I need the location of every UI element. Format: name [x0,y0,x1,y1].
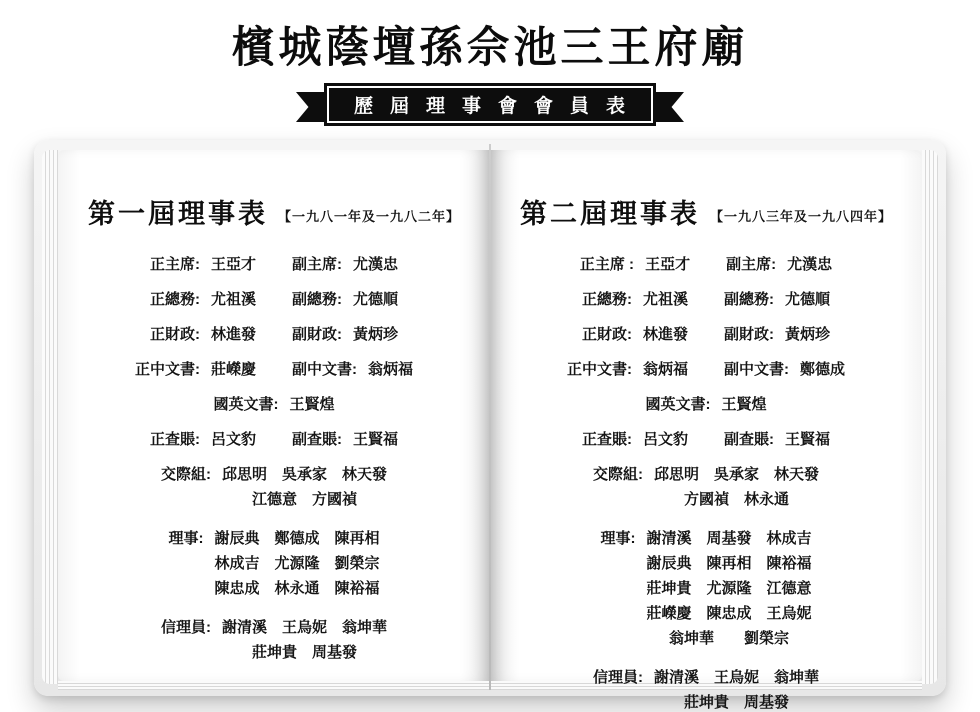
role-entry [645,393,766,414]
page-header [504,192,908,231]
banner-ribbon [324,83,656,126]
role-entry [292,253,398,274]
role-entry [724,428,830,449]
member-name: 林進發 [210,326,256,343]
member-name: 王賢煌 [289,396,335,413]
role-label: 副主席: [726,256,777,273]
committee-group-row [72,616,476,662]
temple-title: 檳城蔭壇孫佘池三王府廟 [231,24,749,72]
role-entry [292,288,398,309]
member-name: 翁炳福 [642,361,688,378]
member-name: 王賢福 [785,431,831,448]
role-entry [724,358,845,379]
member-name: 尤德順 [785,291,831,308]
role-entry [292,323,398,344]
page-right [490,150,922,711]
role-label: 正主席: [149,256,200,273]
member-name: 呂文豹 [642,431,688,448]
role-label: 副財政: [292,326,342,343]
committee-row [504,428,908,449]
role-entry [724,288,830,309]
member-name: 王賢福 [353,431,399,448]
role-label: 交際組: [592,466,643,483]
role-label: 副總務: [724,291,774,308]
book-spine-gutter [489,144,491,690]
page-stack-left [42,150,58,684]
member-name: 尤祖溪 [642,291,688,308]
role-entry [150,428,256,449]
role-label: 副主席: [292,256,342,273]
member-names-line: 莊嶸慶 陳忠成 王烏妮 [646,605,812,622]
member-name: 王賢煌 [721,396,767,413]
member-names [654,463,819,509]
member-name: 林進發 [642,326,688,343]
member-name: 鄭德成 [800,361,846,378]
role-entry [726,253,832,274]
committee-row [504,253,908,274]
role-label: 副中文書: [292,361,357,378]
member-name: 莊嶸慶 [210,361,256,378]
role-label: 正總務: [149,291,200,308]
member-name: 王亞才 [210,256,256,273]
committee-group-row [504,666,908,712]
member-name: 尤漢忠 [787,256,833,273]
member-names-line: 莊坤貴 周基發 [251,644,357,661]
member-names-line: 邱思明 吳承家 林天發 [653,466,819,483]
member-names [222,463,387,509]
role-label: 正中文書: [134,361,200,378]
banner-title: 歷屆理事會會員表 [324,83,656,126]
member-name: 翁炳福 [368,361,414,378]
committee-row [504,393,908,414]
member-names-line: 謝辰典 陳再相 陳裕福 [646,555,812,572]
page-title: 第一屆理事表 [87,199,268,229]
role-label: 信理員: [160,619,211,636]
member-name: 尤德順 [353,291,399,308]
role-label: 國英文書: [645,396,711,413]
member-names [222,616,387,662]
role-entry [150,323,256,344]
role-entry [213,393,334,414]
role-label: 副財政: [724,326,774,343]
committee-group-row [72,527,476,598]
role-label: 信理員: [592,669,643,686]
member-name: 呂文豹 [210,431,256,448]
role-label: 副查賬: [724,431,774,448]
member-names-line: 方國禎 林永通 [683,491,789,508]
member-names-line: 謝清溪 王烏妮 翁坤華 [653,669,819,686]
committee-row [72,253,476,274]
role-entry [150,253,256,274]
member-name: 尤漢忠 [353,256,399,273]
open-book [34,140,946,711]
role-entry [580,253,690,274]
member-names-line: 林成吉 尤源隆 劉榮宗 [214,555,380,572]
role-entry [582,288,688,309]
role-entry [292,358,413,379]
member-names-line: 陳忠成 林永通 陳裕福 [214,580,380,597]
role-entry [567,358,688,379]
member-names-line: 謝清溪 王烏妮 翁坤華 [221,619,387,636]
committee-row [504,323,908,344]
member-names-line: 江德意 方國禎 [251,491,357,508]
committee-row [72,428,476,449]
member-names [646,527,811,648]
committee-group-row [504,463,908,509]
member-names-line: 翁坤華 劉榮宗 [668,630,789,647]
member-names [654,666,819,712]
member-names-line: 謝辰典 鄭德成 陳再相 [214,530,380,547]
page-title: 第二屆理事表 [519,199,700,229]
committee-row [72,358,476,379]
role-label: 副總務: [292,291,342,308]
role-label: 正財政: [149,326,200,343]
page-years: 【一九八一年及一九八二年】 [277,209,460,224]
committee-group-row [72,463,476,509]
member-name: 黃炳珍 [785,326,831,343]
committee-rows [72,253,476,662]
member-names-line: 莊坤貴 尤源隆 江德意 [646,580,812,597]
member-name: 王亞才 [645,256,691,273]
committee-rows [504,253,908,712]
member-name: 尤祖溪 [210,291,256,308]
role-label: 副查賬: [292,431,342,448]
role-label: 正總務: [581,291,632,308]
member-names-line: 莊坤貴 周基發 [683,694,789,711]
role-entry [150,288,256,309]
member-names [214,527,379,598]
role-label: 國英文書: [213,396,279,413]
page-years: 【一九八三年及一九八四年】 [709,209,892,224]
role-label: 理事: [600,530,636,547]
role-entry [724,323,830,344]
role-label: 理事: [168,530,204,547]
committee-row [72,323,476,344]
committee-row [72,393,476,414]
role-entry [582,428,688,449]
role-label: 副中文書: [724,361,789,378]
member-name: 黃炳珍 [353,326,399,343]
role-label: 正查賬: [149,431,200,448]
role-entry [582,323,688,344]
role-label: 交際組: [160,466,211,483]
page-stack-right [922,150,938,684]
role-entry [135,358,256,379]
committee-row [72,288,476,309]
role-label: 正主席 : [579,256,635,273]
role-label: 正查賬: [581,431,632,448]
committee-group-row [504,527,908,648]
member-names-line: 謝清溪 周基發 林成吉 [646,530,812,547]
role-label: 正中文書: [566,361,632,378]
role-entry [292,428,398,449]
committee-row [504,288,908,309]
page-left [58,150,490,681]
page-header [72,192,476,231]
member-names-line: 邱思明 吳承家 林天發 [221,466,387,483]
committee-row [504,358,908,379]
role-label: 正財政: [581,326,632,343]
